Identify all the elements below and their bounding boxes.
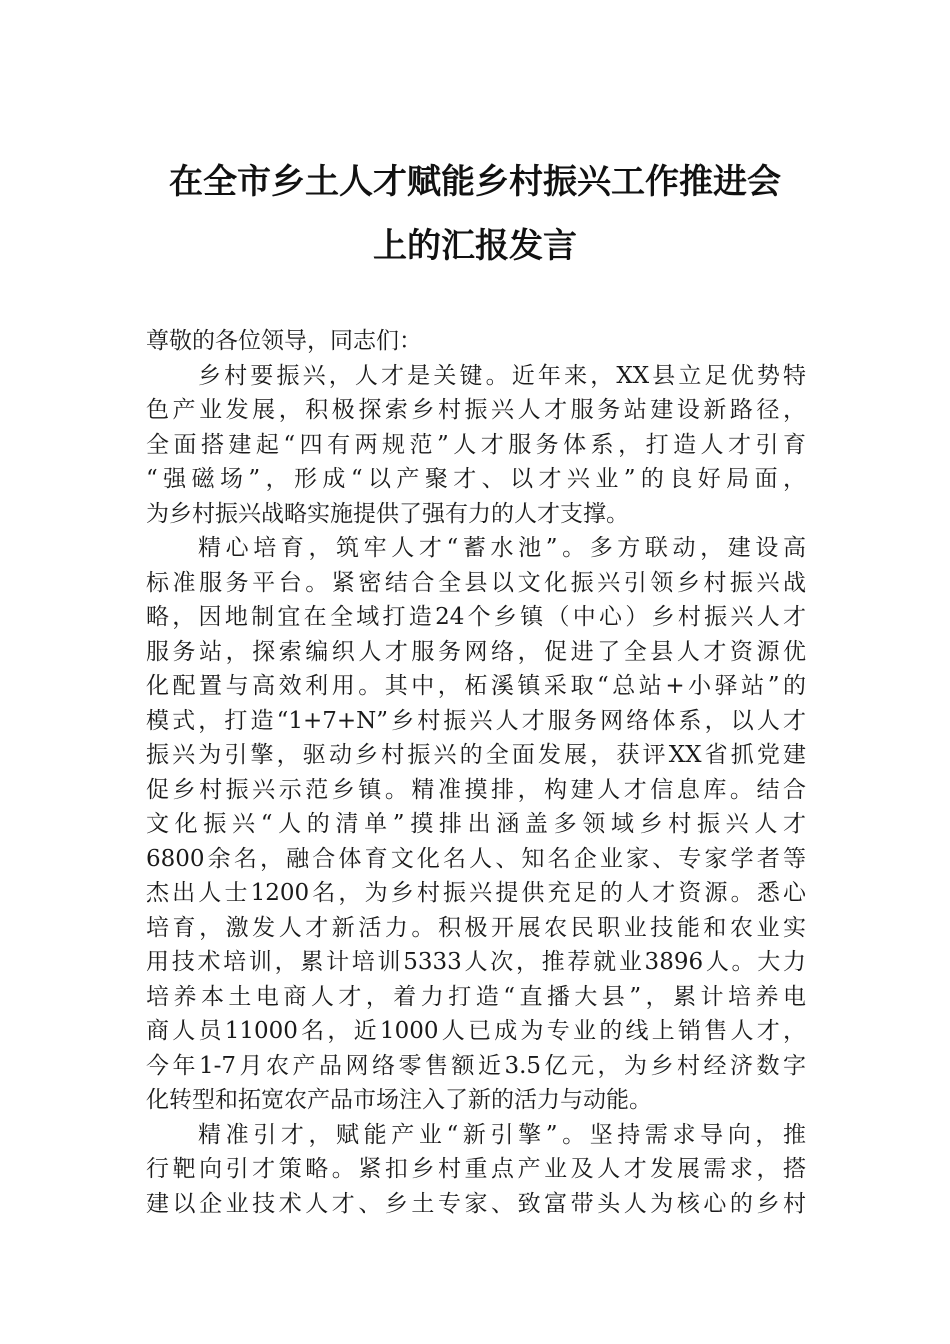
document-title: [140, 150, 810, 278]
paragraph-line: 色产业发展，积极探索乡村振兴人才服务站建设新路径，: [146, 397, 806, 423]
paragraph-1: [146, 359, 806, 532]
paragraph-line: 为乡村振兴战略实施提供了强有力的人才支撑。: [146, 500, 629, 527]
paragraph-line: 6800余名，融合体育文化名人、知名企业家、专家学者等: [146, 845, 806, 872]
paragraph-line: 化转型和拓宽农产品市场注入了新的活力与动能。: [146, 1087, 652, 1113]
paragraph-line: 促乡村振兴示范乡镇。精准摸排，构建人才信息库。结合: [146, 776, 806, 803]
paragraph-line: 振兴为引擎，驱动乡村振兴的全面发展，获评XX省抓党建: [146, 742, 806, 768]
paragraph-line: 今年1-7月农产品网络零售额近3.5亿元，为乡村经济数字: [146, 1052, 806, 1079]
paragraph-line: 商人员11000名，近1000人已成为专业的线上销售人才，: [146, 1018, 806, 1044]
paragraph-line: “强磁场”，形成“以产聚才、以才兴业”的良好局面，: [146, 466, 806, 492]
title-line-1: 在全市乡土人才赋能乡村振兴工作推进会: [169, 162, 781, 202]
paragraph-line: 培养本土电商人才，着力打造“直播大县”，累计培养电: [146, 983, 806, 1010]
paragraph-2: [146, 531, 806, 1118]
paragraph-line: 略，因地制宜在全域打造24个乡镇（中心）乡村振兴人才: [146, 604, 806, 630]
paragraph-line: 杰出人士1200名，为乡村振兴提供充足的人才资源。悉心: [146, 880, 806, 906]
paragraph-line: 文化振兴“人的清单”摸排出涵盖多领域乡村振兴人才: [146, 811, 806, 837]
salutation: 尊敬的各位领导，同志们：: [146, 328, 422, 354]
paragraph-line: 服务站，探索编织人才服务网络，促进了全县人才资源优: [146, 638, 806, 665]
paragraph-line: 行靶向引才策略。紧扣乡村重点产业及人才发展需求，搭: [146, 1156, 806, 1182]
paragraph-line: 乡村要振兴，人才是关键。近年来，XX县立足优势特: [198, 362, 806, 389]
paragraph-line: 用技术培训，累计培训5333人次，推荐就业3896人。大力: [146, 949, 806, 975]
paragraph-line: 全面搭建起“四有两规范”人才服务体系，打造人才引育: [146, 431, 806, 458]
title-line-2: 上的汇报发言: [373, 226, 577, 266]
paragraph-line: 培育，激发人才新活力。积极开展农民职业技能和农业实: [146, 914, 806, 941]
paragraph-line: 化配置与高效利用。其中，柘溪镇采取“总站+小驿站”的: [146, 673, 806, 699]
paragraph-line: 模式，打造“1+7+N”乡村振兴人才服务网络体系，以人才: [146, 707, 806, 734]
paragraph-line: 精准引才，赋能产业“新引擎”。坚持需求导向，推: [198, 1121, 806, 1148]
paragraph-line: 标准服务平台。紧密结合全县以文化振兴引领乡村振兴战: [146, 569, 806, 596]
paragraph-line: 精心培育，筑牢人才“蓄水池”。多方联动，建设高: [198, 535, 806, 561]
paragraph-3: [146, 1118, 806, 1222]
document-body: [146, 324, 806, 1221]
paragraph-line: 建以企业技术人才、乡土专家、致富带头人为核心的乡村: [146, 1190, 806, 1217]
